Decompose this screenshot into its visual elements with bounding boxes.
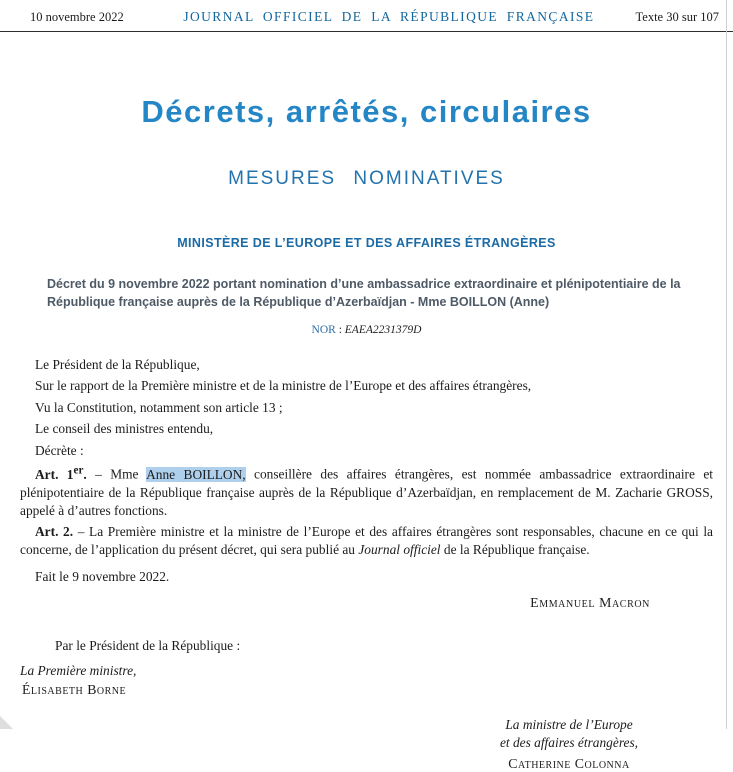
countersign-block bbox=[20, 637, 713, 700]
nor-line bbox=[0, 324, 733, 336]
article-1-label: Art. 1er. bbox=[35, 464, 87, 482]
journal-header bbox=[0, 0, 733, 31]
highlighted-name: Anne BOILLON, bbox=[146, 466, 246, 482]
nor-label: NOR bbox=[311, 324, 336, 336]
subsection-title: MESURES NOMINATIVES bbox=[228, 168, 505, 189]
page-edge-line bbox=[726, 0, 727, 729]
president-signature: Emmanuel Macron bbox=[530, 594, 650, 610]
minister-title-line2: et des affaires étrangères, bbox=[499, 734, 639, 750]
text-reference: Texte 30 sur 107 bbox=[635, 10, 719, 24]
paragraph-constitution: Vu la Constitution, notamment son article 13 ; bbox=[35, 399, 283, 415]
article-2-label: Art. 2. bbox=[35, 524, 74, 540]
decree-title: Décret du 9 novembre 2022 portant nomination d’une ambassadrice extraordinaire et plénipotentiaire de la République française auprès de la République d’Azerbaïdjan - Mme BOILLON (Anne) bbox=[47, 277, 681, 309]
pm-title: La Première ministre, bbox=[20, 663, 137, 679]
paragraph-president: Le Président de la République, bbox=[35, 357, 200, 372]
header-divider bbox=[0, 31, 733, 32]
page-corner-artifact bbox=[0, 716, 13, 729]
article-2-text: – La Première ministre et la ministre de l’Europe et des affaires étrangères sont responsables, chacune en ce qui la concerne, de l’application du présent décret, qui sera publié au bbox=[20, 524, 713, 558]
ordinal-superscript: er bbox=[73, 464, 84, 477]
paragraph-rapport: Sur le rapport de la Première ministre et de la ministre de l’Europe et des affaires étrangères, bbox=[35, 378, 532, 394]
nor-separator: : bbox=[335, 324, 345, 336]
article-1-text: conseillère des affaires étrangères, est nommée ambassadrice extraordinaire et plénipotentiaire de la République française auprès de la République d’Azerbaïdjan, en remplacement de M. Zacharie GROSS, appelé à d’autres fonctions. bbox=[20, 466, 713, 518]
journal-title: JOURNAL OFFICIEL DE LA RÉPUBLIQUE FRANÇAISE bbox=[183, 9, 595, 24]
minister-signature: Catherine Colonna bbox=[508, 755, 630, 771]
countersign-intro: Par le Président de la République : bbox=[55, 637, 241, 653]
journal-officiel-italic: Journal officiel bbox=[358, 542, 441, 558]
decree-text bbox=[20, 356, 713, 586]
paragraph-conseil: Le conseil des ministres entendu, bbox=[35, 421, 214, 437]
section-title: Décrets, arrêtés, circulaires bbox=[141, 94, 592, 129]
minister-title-line1: La ministre de l’Europe bbox=[505, 716, 633, 732]
article-2-text-end: de la République française. bbox=[440, 542, 590, 558]
nor-value: EAEA2231379D bbox=[344, 324, 422, 336]
ministry-heading: MINISTÈRE DE L’EUROPE ET DES AFFAIRES ÉTRANGÈRES bbox=[177, 236, 556, 250]
article-1-dash: – Mme bbox=[86, 466, 147, 482]
minister-signature-block bbox=[451, 716, 687, 772]
pm-signature: Élisabeth Borne bbox=[22, 682, 127, 698]
done-at-line: Fait le 9 novembre 2022. bbox=[35, 569, 170, 584]
article-2 bbox=[20, 523, 713, 559]
article-1 bbox=[20, 463, 713, 519]
paragraph-decrete: Décrète : bbox=[35, 442, 84, 458]
document-body bbox=[0, 94, 733, 772]
issue-date: 10 novembre 2022 bbox=[30, 10, 124, 24]
